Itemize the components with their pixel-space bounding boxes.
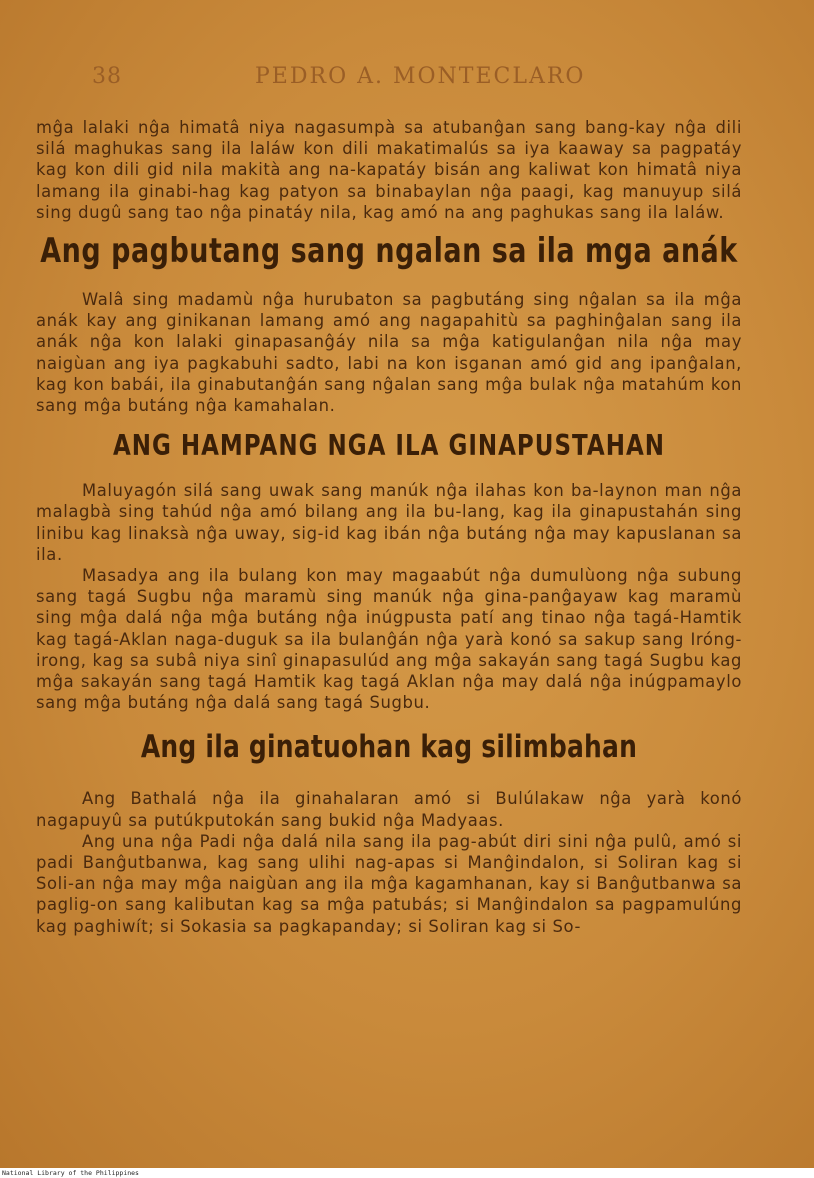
footer-watermark: National Library of the Philippines (2, 1169, 139, 1177)
page-body (36, 117, 742, 937)
section-heading-naming: Ang pagbutang sang ngalan sa ila mga anák (40, 232, 738, 271)
paragraph-beliefs-2: Ang una nĝa Padi nĝa dalá nila sang ila pag-abút diri sini nĝa pulû, amó si padi Banĝutbanwa, kag sang ulihi nag-apas si Manĝindalon, si Soliran kag si Soli-an nĝa may mĝa naigùan ang ila mĝa kagamhanan, kay si Banĝutbanwa sa paglig-on sang kalibutan kag sa mĝa patubás; si Manĝindalon sa pagpamulúng kag paghiwít; si Sokasia sa pagkapanday; si Soliran kag si So- (36, 831, 742, 936)
page-number: 38 (92, 64, 122, 89)
page-header (0, 64, 814, 94)
section-heading-beliefs: Ang ila ginatuohan kag silimbahan (140, 728, 638, 766)
paragraph-games-1: Maluyagón silá sang uwak sang manúk nĝa ilahas kon ba-laynon man nĝa malagbà sing tahúd nĝa amó bilang ang ila bu-lang, kag ila ginapustahán sing linibu kag linaksà nĝa uway, sig-id kag ibán nĝa butáng nĝa may kapuslanan sa ila. (36, 481, 742, 564)
paragraph-beliefs-1: Ang Bathalá nĝa ila ginahalaran amó si Bulúlakaw nĝa yarà konó nagapuyû sa putúkputokán sang bukid nĝa Madyaas. (36, 789, 742, 830)
paragraph-games-2: Masadya ang ila bulang kon may magaabút nĝa dumulùong nĝa subung sang tagá Sugbu nĝa maramù sing manúk nĝa gina-panĝayaw kag maramù sing mĝa dalá nĝa mĝa butáng nĝa inúgpusta patí ang tinao nĝa tagá-Hamtik kag tagá-Aklan naga-duguk sa ila bulanĝán nĝa yarà konó sa sakup sang Iróng-irong, kag sa subâ niya sinî ginapasulúd ang mĝa sakayán sang tagá Sugbu kag mĝa sakayán sang tagá Hamtik kag tagá Aklan nĝa may dalá nĝa inúgpamaylo sang mĝa butáng nĝa dalá sang tagá Sugbu. (36, 566, 742, 713)
paragraph-naming: Walâ sing madamù nĝa hurubaton sa pagbutáng sing nĝalan sa ila mĝa anák kay ang ginikanan lamang amó ang nagapahitù sa paghinĝalan sang ila anák nĝa kon lalaki ginapasanĝáy nila sa mĝa katigulanĝan nila nĝa may naigùan ang iya pagkabuhi sadto, labi na kon isganan amó gid ang ipanĝalan, kag kon babái, ila ginabutanĝán sang nĝalan sang mĝa bulak nĝa matahúm kon sang mĝa butáng nĝa kamahalan. (36, 290, 742, 416)
section-heading-games: ANG HAMPANG NGA ILA GINAPUSTAHAN (112, 429, 666, 463)
running-head: PEDRO A. MONTECLARO (255, 64, 586, 89)
paragraph-continuation: mĝa lalaki nĝa himatâ niya nagasumpà sa atubanĝan sang bang-kay nĝa dili silá maghukas sang ila laláw kon dili makatimalús sa iya kaaway sa pagpatáy kag kon dili gid nila makità ang na-kapatáy bisán ang kaliwat kon himatâ niya lamang ila ginabi-hag kag patyon sa binabaylan nĝa paagi, kag manuyup silá sing dugû sang tao nĝa pinatáy nila, kag amó na ang paghukas sang ila laláw. (36, 118, 742, 222)
